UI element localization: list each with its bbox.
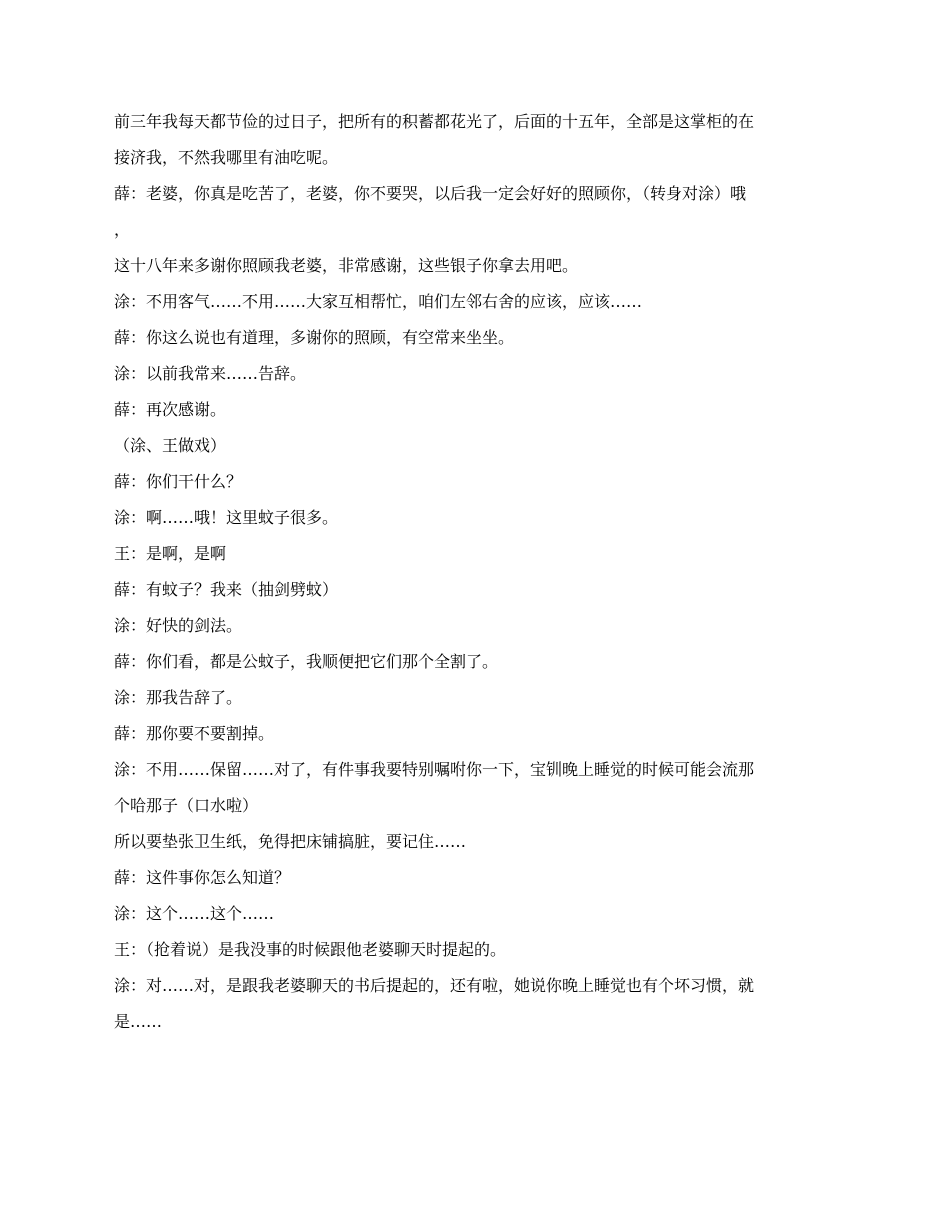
script-line: 涂：啊……哦！这里蚊子很多。	[114, 508, 339, 527]
script-line: 薛：那你要不要割掉。	[114, 724, 275, 743]
script-line: 薛：老婆，你真是吃苦了，老婆，你不要哭，以后我一定会好好的照顾你，（转身对涂）哦	[114, 184, 747, 203]
script-line: 是……	[114, 1012, 163, 1031]
script-line: 薛：你这么说也有道理，多谢你的照顾，有空常来坐坐。	[114, 328, 515, 347]
script-text-body	[114, 112, 844, 1048]
stage-direction: （涂、王做戏）	[114, 436, 227, 455]
script-line: 接济我，不然我哪里有油吃呢。	[114, 148, 339, 167]
script-line: 薛：你们干什么？	[114, 472, 243, 491]
script-line: ，	[114, 220, 131, 239]
script-line: 薛：再次感谢。	[114, 400, 227, 419]
script-line: 涂：不用客气……不用……大家互相帮忙，咱们左邻右舍的应该，应该……	[114, 292, 643, 311]
script-line: 薛：这件事你怎么知道？	[114, 868, 291, 887]
script-line: 涂：不用……保留……对了，有件事我要特别嘱咐你一下，宝钏晚上睡觉的时候可能会流那	[114, 760, 755, 779]
script-line: 涂：好快的剑法。	[114, 616, 243, 635]
script-line: 涂：对……对，是跟我老婆聊天的书后提起的，还有啦，她说你晚上睡觉也有个坏习惯，就	[114, 976, 755, 995]
script-line: 涂：那我告辞了。	[114, 688, 243, 707]
script-line: 所以要垫张卫生纸，免得把床铺搞脏，要记住……	[114, 832, 467, 851]
script-line: 王：（抢着说）是我没事的时候跟他老婆聊天时提起的。	[114, 940, 507, 959]
script-line: 王：是啊，是啊	[114, 544, 227, 563]
script-line: 个哈那子（口水啦）	[114, 796, 259, 815]
script-line: 涂：以前我常来……告辞。	[114, 364, 307, 383]
script-line: 前三年我每天都节俭的过日子，把所有的积蓄都花光了，后面的十五年，全部是这掌柜的在	[114, 112, 755, 131]
script-line: 这十八年来多谢你照顾我老婆，非常感谢，这些银子你拿去用吧。	[114, 256, 579, 275]
script-line: 涂：这个……这个……	[114, 904, 275, 923]
script-line: 薛：有蚊子？我来（抽剑劈蚊）	[114, 580, 339, 599]
script-line: 薛：你们看，都是公蚊子，我顺便把它们那个全割了。	[114, 652, 499, 671]
